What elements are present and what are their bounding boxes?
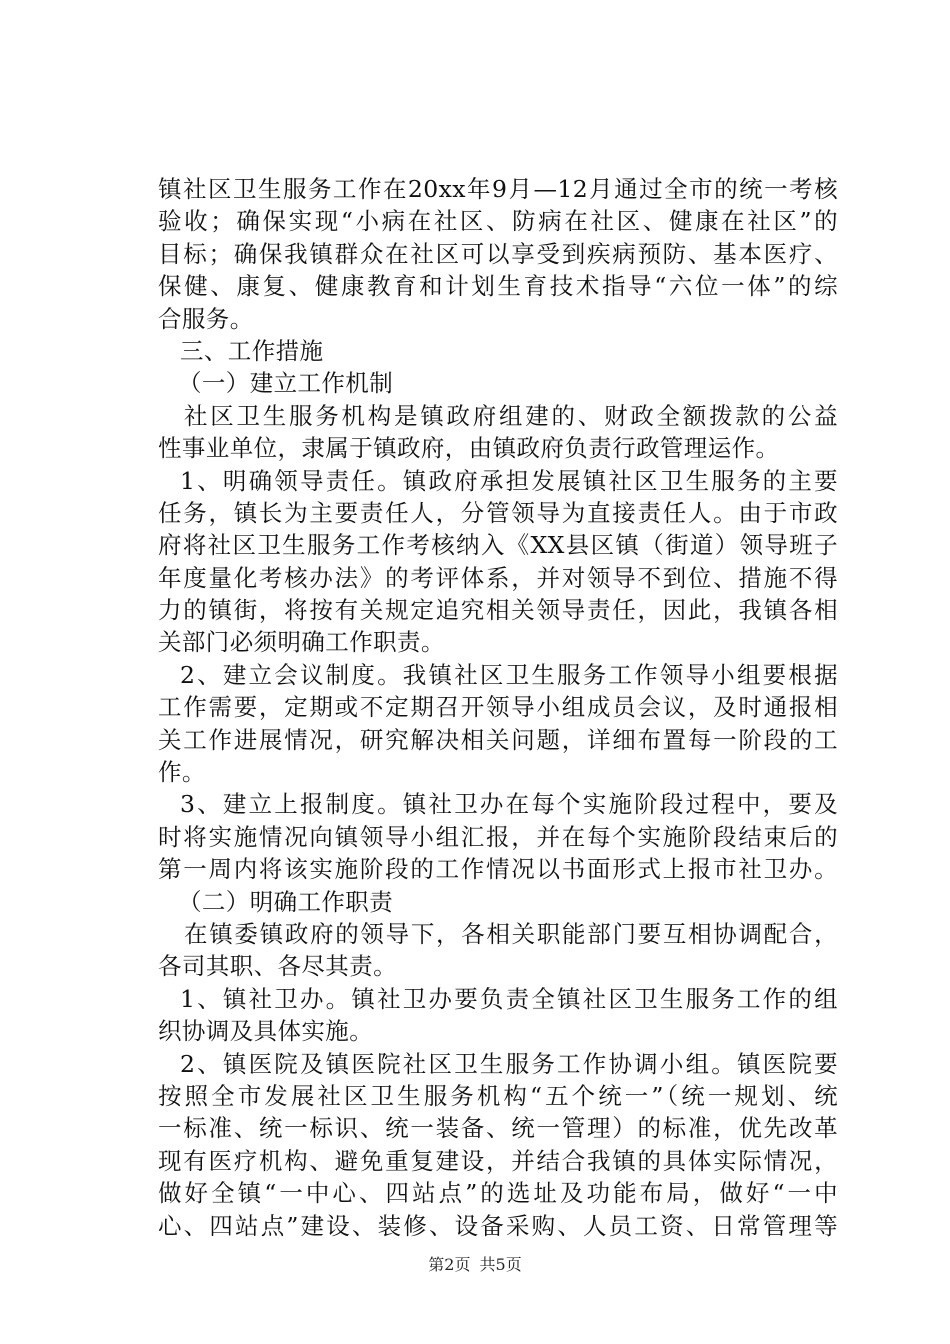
page-number: 第2页 — [428, 1255, 471, 1274]
text-line: 保健、康复、健康教育和计划生育技术指导“六位一体”的综 — [158, 272, 838, 301]
text-line: 关部门必须明确工作职责。 — [158, 628, 445, 657]
text-line: 织协调及具体实施。 — [158, 1017, 374, 1046]
text-line: 第一周内将该实施阶段的工作情况以书面形式上报市社卫办。 — [158, 855, 838, 884]
text-line: 作。 — [158, 758, 206, 787]
text-line: 时将实施情况向镇领导小组汇报，并在每个实施阶段结束后的 — [158, 822, 838, 851]
section-heading: 三、工作措施 — [180, 336, 324, 365]
text-line: 社区卫生服务机构是镇政府组建的、财政全额拨款的公益 — [184, 401, 838, 430]
text-line: 工作需要，定期或不定期召开领导小组成员会议，及时通报相 — [158, 693, 838, 722]
text-line: 合服务。 — [158, 304, 254, 333]
text-line: 1、明确领导责任。镇政府承担发展镇社区卫生服务的主要 — [180, 466, 838, 495]
subsection-heading: （二）明确工作职责 — [178, 887, 394, 916]
text-line: 现有医疗机构、避免重复建设，并结合我镇的具体实际情况， — [158, 1146, 838, 1175]
text-line: 镇社区卫生服务工作在20xx年9月—12月通过全市的统一考核 — [158, 175, 838, 203]
text-line: 验收；确保实现“小病在社区、防病在社区、健康在社区”的 — [158, 207, 838, 236]
text-line: 年度量化考核办法》的考评体系，并对领导不到位、措施不得 — [158, 563, 838, 592]
text-line: 1、镇社卫办。镇社卫办要负责全镇社区卫生服务工作的组 — [180, 984, 838, 1013]
text-line: 一标准、统一标识、统一装备、统一管理）的标准，优先改革 — [158, 1114, 838, 1143]
text-line: 在镇委镇政府的领导下，各相关职能部门要互相协调配合， — [184, 919, 838, 948]
text-line: 力的镇街，将按有关规定追究相关领导责任，因此，我镇各相 — [158, 596, 838, 625]
text-line: 性事业单位，隶属于镇政府，由镇政府负责行政管理运作。 — [158, 434, 780, 463]
text-line: 按照全市发展社区卫生服务机构“五个统一”（统一规划、统 — [158, 1081, 838, 1110]
page-footer — [0, 1252, 950, 1275]
text-line: 任务，镇长为主要责任人，分管领导为直接责任人。由于市政 — [158, 498, 838, 527]
text-line: 目标；确保我镇群众在社区可以享受到疾病预防、基本医疗、 — [158, 239, 838, 268]
text-line: 各司其职、各尽其责。 — [158, 952, 397, 981]
text-line: 关工作进展情况，研究解决相关问题，详细布置每一阶段的工 — [158, 725, 838, 754]
text-line: 3、建立上报制度。镇社卫办在每个实施阶段过程中，要及 — [180, 790, 838, 819]
text-line: 2、镇医院及镇医院社区卫生服务工作协调小组。镇医院要 — [180, 1049, 838, 1078]
text-line: 心、四站点”建设、装修、设备采购、人员工资、日常管理等 — [158, 1211, 838, 1240]
text-line: 2、建立会议制度。我镇社区卫生服务工作领导小组要根据 — [180, 660, 838, 689]
page-total: 共5页 — [479, 1255, 522, 1274]
subsection-heading: （一）建立工作机制 — [178, 369, 394, 398]
text-line: 府将社区卫生服务工作考核纳入《XX县区镇（街道）领导班子 — [158, 531, 838, 560]
text-line: 做好全镇“一中心、四站点”的选址及功能布局，做好“一中 — [158, 1179, 838, 1208]
document-body — [158, 173, 838, 1242]
